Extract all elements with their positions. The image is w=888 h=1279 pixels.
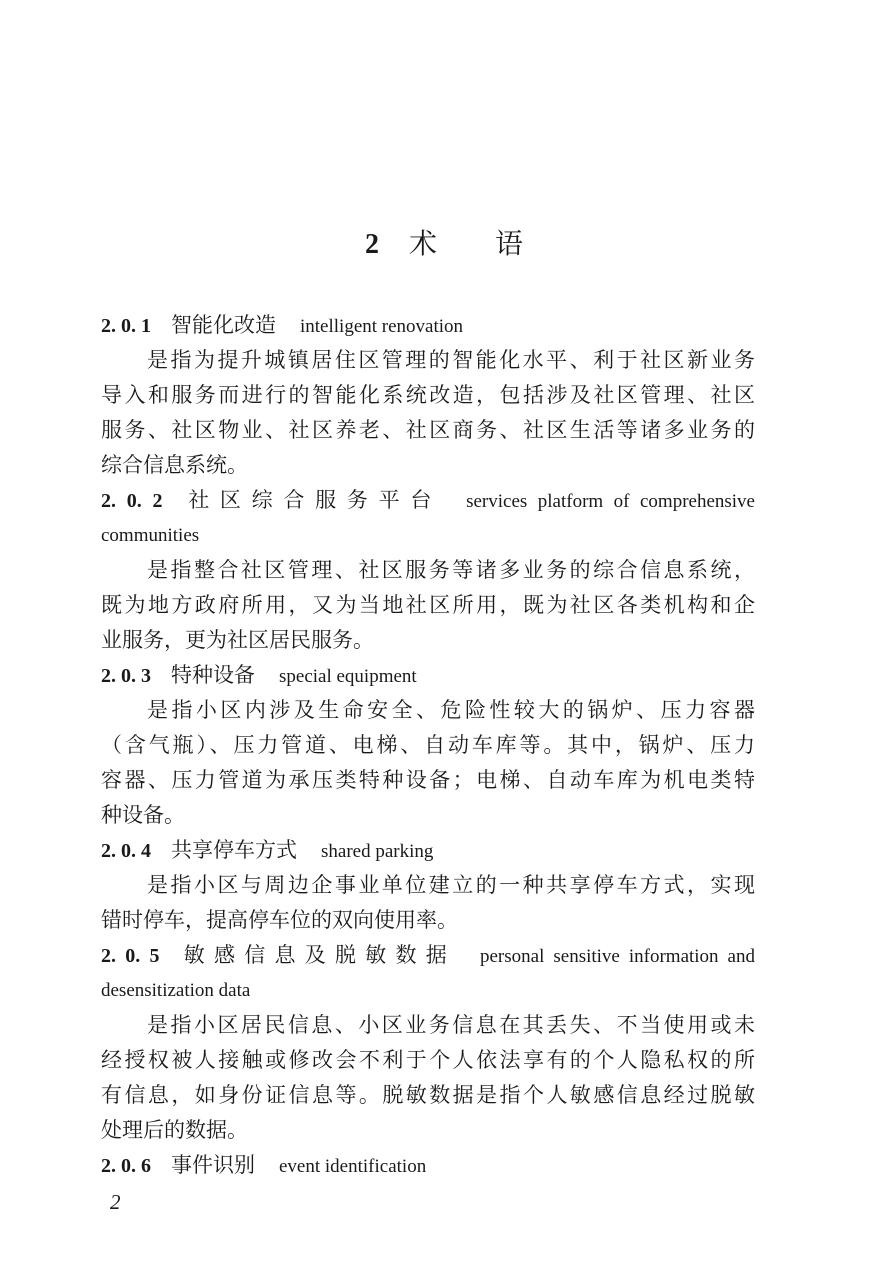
definition-line: 既为地方政府所用，又为当地社区所用，既为社区各类机构和企 (101, 593, 755, 617)
definition-line: 是指整合社区管理、社区服务等诸多业务的综合信息系统， (147, 558, 755, 582)
term-heading (101, 483, 755, 518)
definition-line: 是指小区内涉及生命安全、危险性较大的锅炉、压力容器 (147, 698, 755, 722)
definition-line: 是指小区与周边企事业单位建立的一种共享停车方式，实现 (147, 873, 755, 897)
term-english: services platform of comprehensive (466, 491, 755, 512)
page-number: 2 (110, 1190, 121, 1214)
term-chinese: 智能化改造 (171, 313, 276, 337)
term-english: special equipment (279, 666, 417, 687)
term-heading (101, 938, 755, 973)
definition-line: 是指小区居民信息、小区业务信息在其丢失、不当使用或未 (147, 1013, 755, 1037)
term-chinese: 社区综合服务平台 (182, 488, 443, 512)
definition-line: 错时停车，提高停车位的双向使用率。 (101, 908, 458, 932)
term-english: shared parking (321, 841, 434, 862)
definition-line: 处理后的数据。 (101, 1118, 248, 1142)
chapter-title-part2: 语 (495, 227, 524, 260)
definition-line: 是指为提升城镇居住区管理的智能化水平、利于社区新业务 (147, 348, 755, 372)
term-number: 2. 0. 6 (101, 1155, 151, 1177)
term-heading (101, 1148, 755, 1183)
chapter-title-part1: 术 (408, 227, 437, 260)
term-heading (101, 833, 755, 868)
term-number: 2. 0. 3 (101, 665, 151, 687)
term-chinese: 共享停车方式 (171, 838, 297, 862)
definition-line: 有信息，如身份证信息等。脱敏数据是指个人敏感信息经过脱敏 (101, 1083, 755, 1107)
definition-line: 服务、社区物业、社区养老、社区商务、社区生活等诸多业务的 (101, 418, 755, 442)
term-heading (101, 658, 755, 693)
definition-line: 导入和服务而进行的智能化系统改造，包括涉及社区管理、社区 (101, 383, 755, 407)
term-english: event identification (279, 1156, 427, 1177)
definition-line: 业服务，更为社区居民服务。 (101, 628, 374, 652)
term-english-continued: communities (101, 525, 200, 546)
definition-line: 综合信息系统。 (101, 453, 248, 477)
term-english: intelligent renovation (300, 316, 464, 337)
chapter-title (0, 222, 888, 267)
term-heading (101, 308, 755, 343)
term-english: personal sensitive information and (480, 946, 755, 967)
definition-line: 经授权被人接触或修改会不利于个人依法享有的个人隐私权的所 (101, 1048, 755, 1072)
term-number: 2. 0. 2 (101, 490, 163, 512)
definition-line: 容器、压力管道为承压类特种设备；电梯、自动车库为机电类特 (101, 768, 755, 792)
term-number: 2. 0. 1 (101, 315, 151, 337)
term-number: 2. 0. 4 (101, 840, 151, 862)
term-number: 2. 0. 5 (101, 945, 160, 967)
term-chinese: 事件识别 (171, 1153, 255, 1177)
term-english-continued: desensitization data (101, 980, 251, 1001)
definition-line: （含气瓶）、压力管道、电梯、自动车库等。其中，锅炉、压力 (101, 733, 755, 757)
definition-line: 种设备。 (101, 803, 185, 827)
term-chinese: 特种设备 (171, 663, 255, 687)
chapter-number: 2 (364, 229, 379, 260)
term-chinese: 敏感信息及脱敏数据 (179, 943, 456, 967)
terms-section (101, 308, 755, 1183)
